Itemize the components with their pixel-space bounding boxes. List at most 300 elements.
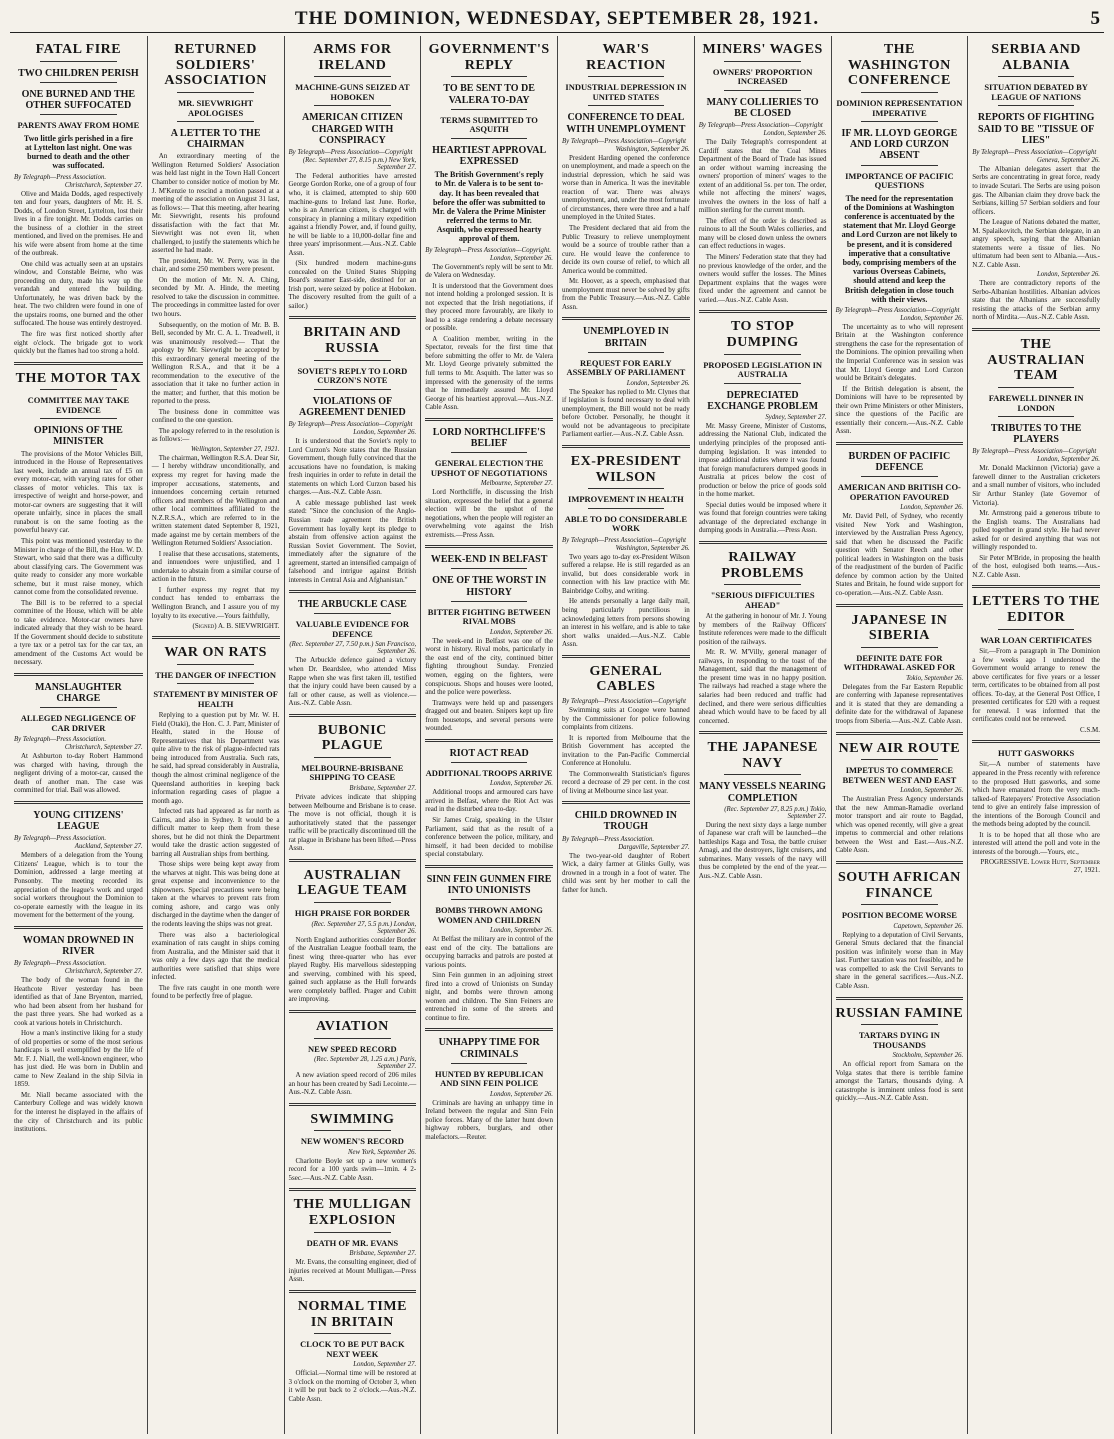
article-divider	[972, 328, 1100, 331]
dateline: London, September 26.	[900, 787, 964, 795]
subheadline: IMPETUS TO COMMERCE BETWEEN WEST AND EAST	[842, 765, 957, 785]
article-divider	[14, 926, 143, 929]
article-body	[14, 450, 143, 667]
headline: AVIATION	[316, 1018, 389, 1034]
head-rule	[724, 354, 801, 355]
wire-credit: By Telegraph—Press Association.	[14, 960, 107, 968]
headline: THE ARBUCKLE CASE	[297, 599, 407, 611]
paragraph: The Speaker has replied to Mr. Clynes that if legislation is found necessary to deal with unemployment, the Bill would not be ready before October. Personally, he thought it would not be advantageous to precipitate Parliament earlier.—Aus.-N.Z. Cable Assn.	[562, 387, 690, 439]
headline: MANSLAUGHTER CHARGE	[35, 681, 122, 705]
subheadline: DEFINITE DATE FOR WITHDRAWAL ASKED FOR	[843, 652, 956, 673]
paragraph: The two-year-old daughter of Robert Wick, a dairy farmer at Glinks Gully, was drowned in a trough in a foot of water. The child was sent by her mother to call the father for lunch.	[562, 851, 690, 894]
head-rule	[451, 452, 528, 453]
newspaper-columns	[10, 36, 1104, 1434]
wire-credit: By Telegraph—Press Association—Copyright	[288, 148, 413, 156]
paragraph: The apology referred to in the resolution is as follows:—	[151, 426, 280, 444]
article-body	[14, 190, 143, 356]
head-rule	[861, 647, 938, 648]
article-body	[289, 1071, 417, 1097]
headline: RUSSIAN FAMINE	[835, 1005, 964, 1021]
article-body	[836, 323, 964, 436]
paragraph: Criminals are having an unhappy time in Ireland between the regular and Sinn Fein police forces. Many of the latter hunt down highway robbers, burglars, and other malefactors.—Reuter.	[425, 1098, 553, 1141]
article-body	[425, 1099, 553, 1142]
article-divider	[836, 732, 964, 735]
dateline: London, September 26.	[489, 628, 553, 636]
head-rule	[861, 904, 938, 905]
column-8	[967, 36, 1104, 1434]
article-divider	[14, 673, 143, 676]
column-3	[284, 36, 421, 1434]
paragraph: Sinn Fein gunmen in an adjoining street fired into a crowd of Unionists on Sunday night, and bombs were thrown among women and children. The Sinn Feiners are entrenched in some of the streets and continue to fire.	[425, 971, 553, 1022]
dateline: (Rec. September 27, 7.50 p.m.) San Francisco, September 26.	[289, 641, 417, 656]
subheadline: PARENTS AWAY FROM HOME	[17, 120, 140, 131]
article-body	[972, 464, 1100, 579]
article-divider	[562, 655, 690, 658]
article	[14, 926, 143, 1134]
subheadline: DOMINION REPRESENTATION IMPERATIVE	[836, 98, 963, 118]
head-rule	[314, 389, 391, 390]
article-body	[562, 706, 690, 795]
paragraph: The provisions of the Motor Vehicles Bill, introduced in the House of Representatives last week, include an annual tax of £5 on every motor-car, with varying rates for other classes of motor vehicles. This tax is irrespective of weight and horse-power, and motor-car owners are suggesting that it will operate unfairly, since in places the small runabout is on the same footing as the powerful heavy car.	[14, 449, 143, 535]
article	[425, 42, 553, 412]
paragraph: Mr. Armstrong paid a generous tribute to the English teams. The Australians had pulled together in grand style. He had never asked for or desired anything that was not willingly responded to.	[972, 509, 1100, 552]
head-rule	[314, 1130, 391, 1131]
subheadline: REPORTS OF FIGHTING SAID TO BE "TISSUE OF LIES"	[977, 112, 1095, 146]
headline: JAPANESE IN SIBERIA	[851, 612, 948, 644]
article	[836, 861, 964, 991]
article-body	[836, 795, 964, 855]
head-rule	[314, 613, 391, 614]
article	[562, 317, 690, 439]
dateline: Dargaville, September 27.	[618, 843, 690, 851]
headline: LORD NORTHCLIFFE'S BELIEF	[432, 426, 546, 449]
head-rule	[724, 584, 801, 585]
article-body	[972, 760, 1100, 856]
paragraph: The Bill is to be referred to a special committee of the House, which will be able to take evidence. Motor-car owners have indicated already that they wish to be heard. If the Government should decide to substitute a tyre tax or a petrol tax for the car tax, an amendment of the Customs Act would be necessary.	[14, 598, 143, 667]
wire-credit: By Telegraph—Press Association.	[14, 736, 107, 744]
article-body	[289, 936, 417, 1004]
dateline: Auckland, September 27.	[74, 843, 143, 851]
article-divider	[425, 739, 553, 742]
article-divider	[699, 310, 827, 313]
article-divider	[562, 317, 690, 320]
subheadline: BOMBS THROWN AMONG WOMEN AND CHILDREN	[435, 905, 543, 925]
headline: TO STOP DUMPING	[726, 319, 799, 350]
article-divider	[836, 442, 964, 445]
article	[425, 865, 553, 1023]
paragraph: Olive and Maida Dodds, aged respectively ten and four years, daughters of Mr. H. S. Dodds, of London Street, Lyttelton, lost their lives in a fire tonight. Mr. Dodds carries on the business of a clothier in the street mentioned, and lived on the premises. He and his wife were absent from home at the time of the outbreak.	[14, 189, 143, 258]
newspaper-title: THE DOMINION, WEDNESDAY, SEPTEMBER 28, 1921.	[294, 8, 820, 29]
head-rule	[588, 488, 665, 489]
dateline: Christchurch, September 27.	[64, 744, 143, 752]
paragraph: The League of Nations debated the matter, M. Spalaikovitch, the Serbian delegate, in an angry speech, saying that the Albanian statements were a tissue of lies. No ultimatum had been sent to Albania.—Aus.-N.Z. Cable Assn.	[972, 218, 1100, 269]
paragraph: Swimming suits at Coogee were banned by the Commissioner for police following complaints from citizens.	[562, 705, 690, 732]
headline: FATAL FIRE	[35, 42, 122, 57]
paragraph: Official.—Normal time will be restored at 3 o'clock on the morning of October 3, when it will be put back to 2 o'clock.—Aus.-N.Z. Cable Assn.	[288, 1369, 417, 1403]
subheadline: TO BE SENT TO DE VALERA TO-DAY	[443, 83, 535, 106]
head-rule	[724, 774, 801, 775]
article-body	[972, 165, 1100, 269]
head-rule	[588, 105, 665, 106]
wire-credit: By Telegraph—Press Association—Copyright	[562, 536, 686, 544]
paragraph: North England authorities consider Border of the Australian League football team, the finest wing three-quarter who has ever played Rugby. His marvellous sidestepping and swerving, combined with his speed, gained such applause as the Hull forwards were completely baffled. Prager and Cubitt are improving.	[288, 935, 417, 1004]
headline: UNHAPPY TIME FOR CRIMINALS	[438, 1037, 540, 1060]
article-body	[972, 279, 1100, 322]
head-rule	[40, 114, 117, 115]
paragraph: An official report from Samara on the Volga states that there is terrible famine amongst the Tartars, thousands dying. A catastrophe is imminent unless food is sent quickly.—Aus.-N.Z. Cable Assn.	[835, 1060, 964, 1103]
article-divider	[836, 861, 964, 864]
dateline: Christchurch, September 27.	[64, 181, 143, 189]
paragraph: At Ashburton to-day Robert Hammond was charged with having, through the negligent driving of a motor-car, caused the death of another man. The case was committed for trial. Bail was allowed.	[14, 752, 143, 795]
head-rule	[861, 121, 938, 122]
paragraph: The Daily Telegraph's correspondent at Cardiff states that the Coal Mines Department of the Board of Trade has issued an order without warning increasing the owners' proportion of miners' wages to the extent of an additional 5s. per ton. The order, while not affecting the miners' wages, involves the owners in the loss of half a million sterling for the current month.	[698, 138, 827, 215]
headline: THE AUSTRALIAN TEAM	[987, 336, 1085, 384]
article-divider	[699, 541, 827, 544]
subheadline: THE DANGER OF INFECTION	[155, 669, 277, 680]
column-5	[557, 36, 694, 1434]
headline: ARMS FOR IRELAND	[313, 42, 392, 73]
dateline: London, September 26.	[489, 927, 553, 935]
masthead	[10, 6, 1104, 33]
head-rule	[451, 601, 528, 602]
head-rule	[40, 707, 117, 708]
article	[289, 316, 417, 584]
paragraph: Special duties would be imposed where it was found that foreign countries were taking advantage of the depreciated exchange in dumping goods in Australia.—Press Assn.	[698, 500, 827, 535]
subheadline: COMMITTEE MAY TAKE EVIDENCE	[27, 395, 130, 415]
headline: THE MOTOR TAX	[15, 370, 142, 386]
dateline: (Rec. September 27, 8.15 p.m.) New York, September 27.	[302, 156, 417, 171]
dateline: Brisbane, September 27.	[349, 1250, 417, 1258]
paragraph: The Commonwealth Statistician's figures record a decrease of 29 per cent. in the cost of living at Melbourne since last year.	[562, 769, 690, 795]
paragraph: Sir Peter M'Bride, in proposing the health of the host, eulogised both teams.—Aus.-N.Z. Cable Assn.	[972, 553, 1100, 579]
article-divider	[289, 859, 417, 862]
paragraph: President Harding opened the conference on unemployment, and made a speech on the industrial depression, which he said was worse than in America. It was the inevitable reaction of war. There was always unemployment, and, under the most fortunate of circumstances, there were three and a half unemployed in the United States.	[562, 153, 690, 222]
head-rule	[451, 568, 528, 569]
article-divider	[289, 590, 417, 593]
head-rule	[314, 757, 391, 758]
dateline: London, September 26.	[1036, 456, 1100, 464]
subheadline: MANY VESSELS NEARING COMPLETION	[699, 781, 826, 804]
subheadline: ADDITIONAL TROOPS ARRIVE	[425, 767, 553, 778]
headline: SWIMMING	[310, 1111, 395, 1127]
wire-credit: By Telegraph—Press Association—Copyright.	[425, 246, 551, 254]
headline: BURDEN OF PACIFIC DEFENCE	[848, 450, 951, 473]
article-body	[152, 152, 280, 444]
article-body	[562, 154, 690, 312]
article-body	[14, 976, 143, 1134]
paragraph: Replying to a deputation of Civil Servants, General Smuts declared that the financial position was infinitely worse than in May last. Further taxation was not feasible, and he was compelled to ask the Civil Servants to share in the general sacrifices.—Aus.-N.Z. Cable Assn.	[835, 930, 964, 991]
dateline: Washington, September 26.	[615, 544, 690, 552]
dateline: Brisbane, September 27.	[349, 785, 417, 792]
article-divider	[425, 865, 553, 868]
head-rule	[314, 1333, 391, 1334]
head-rule	[588, 76, 665, 77]
paragraph: The Miners' Federation state that they had no previous knowledge of the order, and the owners would suffer the losses. The Mines Department explains that the wages were fixed under the agreement and cannot be varied.—Aus.-N.Z. Cable Assn.	[698, 252, 827, 304]
paragraph: It is understood that the Soviet's reply to Lord Curzon's Note states that the Russian Government, though fully convinced that the accusations have no foundation, is making fresh inquiries in order to refute in detail the statements on which Lord Curzon based his charges.—Aus.-N.Z. Cable Assn.	[288, 437, 417, 497]
head-rule	[314, 360, 391, 361]
subheadline: TARTARS DYING IN THOUSANDS	[858, 1030, 940, 1050]
page-number: 5	[1090, 8, 1100, 29]
dateline: London, September 26.	[1036, 271, 1100, 279]
paragraph: Mr. Hoover, as a speech, emphasised that unemployment must never be solved by gifts from the Public Treasury.—Aus.-N.Z. Cable Assn.	[562, 277, 690, 311]
paragraph: This point was mentioned yesterday to the Minister in charge of the Bill, the Hon. W. D. Stewart, who said that there was a difficulty about classifying cars. The Government was quite ready to consider any more workable scheme, but it must raise money, which cannot come from the consolidated revenue.	[14, 536, 143, 597]
paragraph: The Arbuckle defence gained a victory when Dr. Beardslee, who attended Miss Rappe when she was first taken ill, testified that the injury could have been caused by a fall or other cause, as well as violence.—Aus.-N.Z. Cable Assn.	[288, 656, 417, 708]
paragraph: The week-end in Belfast was one of the worst in history. Rival mobs, particularly in the east end of the city, continued bitter fighting throughout Sunday. Frenzied women, egging on the fighters, were conspicuous. Shops and houses were looted, and the police were powerless.	[425, 636, 553, 697]
headline: UNEMPLOYED IN BRITAIN	[582, 326, 669, 349]
article	[836, 42, 964, 436]
dateline: Capetown, September 26.	[893, 922, 964, 930]
lead-paragraph: The British Government's reply to Mr. de Valera is to be sent to-day. It has been revealed that before the offer was submitted to Mr. de Valera the Prime Minister referred the terms to Mr. Asquith, who expressed hearty approval of them.	[432, 170, 546, 244]
wire-credit: By Telegraph—Press Association.	[562, 835, 655, 843]
head-rule	[40, 418, 117, 419]
article-divider	[425, 1028, 553, 1031]
article	[562, 42, 690, 311]
subheadline: NEW WOMEN'S RECORD	[300, 1136, 404, 1147]
subheadline: OWNERS' PROPORTION INCREASED	[712, 66, 813, 87]
signature: C.S.M.	[1079, 725, 1100, 734]
subheadline: REQUEST FOR EARLY ASSEMBLY OF PARLIAMENT	[566, 357, 686, 378]
headline: SERBIA AND ALBANIA	[991, 42, 1081, 73]
article	[699, 541, 827, 725]
article-body	[14, 752, 143, 795]
dateline: London, September 26.	[489, 780, 553, 788]
article	[289, 1103, 417, 1183]
article-divider	[289, 316, 417, 319]
headline: CHILD DROWNED IN TROUGH	[574, 810, 677, 833]
article	[152, 446, 280, 630]
head-rule	[998, 387, 1075, 388]
head-rule	[588, 508, 665, 509]
headline: YOUNG CITIZENS' LEAGUE	[33, 810, 124, 833]
article-body	[562, 388, 690, 439]
head-rule	[724, 383, 801, 384]
article	[972, 328, 1100, 579]
paragraph: A cable message published last week stated: "Since the conclusion of the Anglo-Russian trade agreement the British Government has loyally kept its pledge to abstain from offensive action against the Russian Soviet Government. The Soviet, immediately after the signature of the agreement, started an intensified campaign of falsehood and intrigue against British interests in Central Asia and Afghanistan."	[288, 498, 417, 584]
article-body	[14, 851, 143, 919]
dateline: London, September 27.	[353, 1361, 417, 1369]
article-divider	[14, 362, 143, 365]
headline: EX-PRESIDENT WILSON	[570, 453, 681, 485]
article-divider	[836, 997, 964, 1000]
head-rule	[588, 352, 665, 353]
wire-credit: By Telegraph—Press Association—Copyright	[972, 448, 1097, 456]
paragraph: Those ships were being kept away from the wharves at night. This was being done at great expense and inconvenience to the shipowners. Special precautions were being taken at the wharves to prevent rats from coming ashore, and cargo was only discharged in the daytime when the danger of the rodents leaving the ships was not great.	[151, 860, 280, 929]
headline: GENERAL CABLES	[589, 663, 663, 695]
head-rule	[314, 902, 391, 903]
paragraph: Delegates from the Far Eastern Republic are conferring with Japanese representatives and it is stated that they are demanding a definite date for the withdrawal of Japanese troops from Siberia.—Aus.-N.Z. Cable Assn.	[835, 682, 964, 726]
article	[14, 673, 143, 795]
article	[289, 1188, 417, 1283]
article-divider	[972, 740, 1100, 743]
signature: (Signed) A. B. SIEVWRIGHT.	[192, 622, 280, 631]
subheadline: MANY COLLIERIES TO BE CLOSED	[706, 96, 819, 119]
paragraph: I further express my regret that my conduct has tended to embarrass the Wellington Branch, and I assure you of my loyalty to its executive.—Yours faithfully,	[151, 585, 280, 620]
article	[152, 42, 280, 444]
paragraph: Charlotte Boyle set up a new women's record for a 100 yards swim—1min. 4 2-5sec.—Aus.-N.Z. Cable Assn.	[288, 1156, 417, 1182]
article	[699, 731, 827, 880]
dateline: London, September 26.	[489, 1090, 553, 1098]
wire-credit: By Telegraph—Press Association.	[14, 835, 107, 843]
headline: RETURNED SOLDIERS' ASSOCIATION	[164, 42, 267, 89]
article-divider	[562, 801, 690, 804]
paragraph: Mr. Niall became associated with the Canterbury College and was widely known for the interest he displayed in the affairs of the city of Christchurch and its public institutions.	[14, 1090, 143, 1134]
wire-credit: By Telegraph—Press Association—Copyright	[698, 122, 823, 130]
article-divider	[699, 731, 827, 734]
article-body	[699, 138, 827, 304]
paragraph: Private advices indicate that shipping between Melbourne and Brisbane is to cease. The move is not official, though it is authoritatively stated that the passenger traffic will be practically discontinued till the rat plague in Brisbane has been lifted.—Press Assn.	[288, 793, 417, 853]
subheadline: TRIBUTES TO THE PLAYERS	[990, 423, 1082, 446]
paragraph: The body of the woman found in the Heathcote River yesterday has been identified as that of Jane Bryenton, married, who had been absent from her husband for the past three years. She had worked as a cook at various hotels in Christchurch.	[14, 976, 143, 1027]
article	[836, 604, 964, 726]
headline: WAR ON RATS	[164, 645, 267, 661]
dateline: Wellington, September 27, 1921.	[191, 445, 280, 453]
article	[14, 42, 143, 356]
paragraph: Mr. Donald Mackinnon (Victoria) gave a farewell dinner to the Australian cricketers and a small number of visitors, who included Sir Arthur Stanley (late Governor of Victoria).	[972, 464, 1100, 507]
article	[14, 362, 143, 667]
dateline: London, September 26.	[763, 130, 827, 138]
paragraph: During the next sixty days a large number of Japanese war craft will be launched—the battleships Kaga and Tosa, the battle cruiser Amagi, and the destroyers, light cruisers, and submarines. Many vessels of the navy will thus be completed by the end of the year.—Aus.-N.Z. Cable Assn.	[698, 820, 827, 881]
paragraph: A new aviation speed record of 206 miles an hour has been created by Sadi Lecointe.—Aus.-N.Z. Cable Assn.	[288, 1071, 417, 1097]
paragraph: One child was actually seen at an upstairs window, and Constable Beirne, who was proceeding on duty, made his way up the verandah and entered the building. Unfortunately, he was driven back by the heat. The two children were found in one of the upstairs rooms, one burned and the other suffocated. The house was entirely destroyed.	[14, 259, 143, 328]
head-rule	[724, 61, 801, 62]
article-body	[836, 931, 964, 991]
paragraph: The president, Mr. W. Perry, was in the chair, and some 250 members were present.	[151, 256, 280, 274]
head-rule	[451, 762, 528, 763]
subheadline: TWO CHILDREN PERISH	[18, 67, 139, 79]
article-divider	[152, 636, 280, 639]
paragraph: The Australian Press Agency understands that the new Amman-Ramadie overland motor transport and air route to Bagdad, which was opened recently, will give a great impetus to commercial and other relations between the West and East.—Aus.-N.Z. Cable Assn.	[835, 795, 964, 855]
dateline: (Rec. September 27, 5.5 p.m.) London, September 26.	[311, 920, 417, 935]
paragraph: It is reported from Melbourne that the British Government has accepted the invitation to the Pan-Pacific Commercial Conference at Honolulu.	[562, 733, 690, 768]
article	[425, 1028, 553, 1141]
paragraph: If the British delegation is absent, the Dominions will have to be represented by their own Prime Ministers or other Ministers, since the questions of the Pacific are essentially their concern.—Aus.-N.Z. Cable Assn.	[835, 384, 964, 436]
article	[562, 801, 690, 894]
head-rule	[861, 476, 938, 477]
article-body	[289, 172, 417, 311]
paragraph: The fire was first noticed shortly after eight o'clock. The brigade got to work quickly but the flames had too strong a hold.	[14, 330, 143, 356]
article-divider	[972, 585, 1100, 588]
article-body	[289, 1369, 417, 1403]
article-divider	[836, 604, 964, 607]
headline: NORMAL TIME IN BRITAIN	[297, 1298, 407, 1330]
article-divider	[289, 1188, 417, 1191]
head-rule	[451, 138, 528, 139]
dateline: Stockholm, September 26.	[892, 1052, 964, 1060]
article-body	[836, 683, 964, 726]
subheadline: BITTER FIGHTING BETWEEN RIVAL MOBS	[427, 606, 551, 627]
subheadline: CLOCK TO BE PUT BACK NEXT WEEK	[300, 1339, 405, 1359]
head-rule	[861, 92, 938, 93]
dateline: Sydney, September 27.	[765, 413, 827, 421]
article	[836, 732, 964, 855]
subheadline: STATEMENT BY MINISTER OF HEALTH	[153, 689, 278, 709]
lead-paragraph: Two little girls perished in a fire at Lyttelton last night. One was burned to death and the other was suffocated.	[23, 133, 133, 171]
headline: WAR'S REACTION	[586, 42, 666, 73]
head-rule	[998, 105, 1075, 106]
headline: THE MULLIGAN EXPLOSION	[293, 1197, 412, 1229]
headline: SINN FEIN GUNMEN FIRE INTO UNIONISTS	[426, 873, 552, 896]
column-4	[420, 36, 557, 1434]
wire-credit: By Telegraph—Press Association—Copyright	[288, 421, 413, 429]
paragraph: At the gathering in honour of Mr. J. Young by members of the Railway Officers' Institute references were made to the difficult position of the railways.	[698, 612, 827, 646]
paragraph: The chairman, Wellington R.S.A. Dear Sir,— I hereby withdraw unconditionally, and express my regret for having made the improper accusations, statements, and innuendoes concerning certain returned officers and members of the Wellington and other local committees affiliated to the N.Z.R.S.A., which are referred to in the written statement dated September 8, 1921, made against me by certain members of the Wellington Returned Soldiers' Association.	[151, 453, 280, 548]
lead-paragraph: The need for the representation of the Dominions at Washington conference is accentuated by the statement that Mr. Lloyd George and Lord Curzon are not likely to be present, and it is considered imperative that a consultative body, comprising members of the various Overseas Cabinets, should attend and keep the British delegation in close touch with their views.	[841, 193, 958, 304]
article-body	[152, 711, 280, 1001]
article	[562, 655, 690, 796]
article-divider	[562, 445, 690, 448]
article-body	[836, 1060, 964, 1103]
paragraph: Mr. Massy Greene, Minister of Customs, addressing the National Club, indicated the underlying principles of the proposed anti-dumping legislation. It was intended to impose additional duties where it was found that foreign manufacturers dumped goods in Australia at prices below the cost of production or below the price of goods sold in the home market.	[698, 421, 827, 499]
paragraph: Lord Northcliffe, in discussing the Irish situation, expressed the belief that a general election will be the upshot of the negotiations, when the people will register an overwhelming vote against the Irish extremists.—Press Assn.	[425, 488, 553, 539]
paragraph: The Federal authorities have arrested George Gordon Rorke, one of a group of four who, it is claimed, attempted to ship 600 machine-guns to Ireland last June. Rorke, who is an American citizen, is charged with conspiracy in planning a military expedition against a friendly Power, and, if found guilty, he will be liable to a 10,000-dollar fine and three years' imprisonment.—Aus.-N.Z. Cable Assn.	[288, 171, 417, 257]
subheadline: GENERAL ELECTION THE UPSHOT OF NEGOTIATIONS	[430, 458, 548, 478]
paragraph: The President declared that aid from the Public Treasury to relieve unemployment would be a source of trouble rather than a cure. He would leave the conference to decide its own course of relief, to which all America would be committed.	[562, 224, 690, 275]
head-rule	[998, 629, 1075, 630]
paragraph: Replying to a question put by Mr. W. H. Field (Otaki), the Hon. C. J. Parr, Minister of Health, stated in the House of Representatives that his Department was quite alive to the risk of plague-infected rats being introduced from Australia. Such rats, he said, had spread considerably in Australia, though the almost criminal negligence of the Queensland authorities in keeping back information regarding cases of plague a month ago.	[151, 711, 280, 805]
wire-credit: By Telegraph—Press Association.	[14, 173, 107, 181]
article	[699, 310, 827, 535]
head-rule	[177, 683, 254, 684]
head-rule	[861, 759, 938, 760]
subheadline: IF MR. LLOYD GEORGE AND LORD CURZON ABSENT	[841, 128, 958, 162]
article	[289, 42, 417, 310]
subheadline: VALUABLE EVIDENCE FOR DEFENCE	[295, 619, 409, 639]
subheadline: ONE OF THE WORST IN HISTORY	[432, 575, 547, 598]
wire-credit: By Telegraph—Press Association—Copyright	[562, 137, 686, 145]
article	[425, 739, 553, 859]
dateline: London, September 26.	[626, 379, 690, 387]
article	[562, 445, 690, 649]
article	[836, 997, 964, 1103]
article	[972, 740, 1100, 874]
paragraph: I realise that these accusations, statements, and innuendoes were unjustified, and I undertake to abstain from a similar course of action in the future.	[151, 549, 280, 584]
paragraph: There was also a bacteriological examination of rats caught in ships coming from Australia, and the Minister said that it was only a few days ago that the medical authorities were satisfied that ships were infected.	[151, 930, 280, 982]
head-rule	[998, 76, 1075, 77]
paragraph: Tramways were held up and passengers dragged out and beaten. Snipers kept up fire from housetops, and several persons were wounded.	[425, 698, 553, 733]
subheadline: DEPRECIATED EXCHANGE PROBLEM	[707, 389, 819, 412]
paragraph: (Six hundred modern machine-guns concealed on the United States Shipping Board's steamer East-side, destined for an Irish port, were seized by police at Hoboken. The discovery resulted from the guilt of a sailor.)	[288, 259, 417, 310]
subheadline: CONFERENCE TO DEAL WITH UNEMPLOYMENT	[566, 112, 686, 135]
subheadline: IMPROVEMENT IN HEALTH	[568, 494, 684, 505]
head-rule	[861, 165, 938, 166]
paragraph: Two years ago to-day ex-President Wilson suffered a relapse. He is still regarded as an invalid, but does considerable work in connection with his law practice with Mr. Bainbridge Colby, and writing.	[562, 552, 690, 595]
article-body	[425, 935, 553, 1022]
article-body	[289, 656, 417, 707]
dateline: Washington, September 26.	[615, 145, 690, 153]
subheadline: FAREWELL DINNER IN LONDON	[988, 392, 1084, 413]
article-body	[425, 488, 553, 539]
subheadline: PROPOSED LEGISLATION IN AUSTRALIA	[703, 359, 823, 380]
column-2	[147, 36, 284, 1434]
column-1	[10, 36, 147, 1434]
paragraph: It is to be hoped that all those who are interested will attend the poll and vote in the interests of the borough.—Yours, etc.,	[972, 830, 1100, 856]
subheadline: MELBOURNE-BRISBANE SHIPPING TO CEASE	[301, 762, 404, 783]
dateline: New York, September 26.	[347, 1148, 417, 1156]
paragraph: An extraordinary meeting of the Wellington Returned Soldiers' Association was held last night in the Town Hall Concert Chamber to consider notice of motion by Mr. J. M'Kenzie to rescind a motion passed at a meeting of the association on August 31 last, as follows:— That this meeting, after hearing Mr. Sievwright, resents his profound dissatisfaction with the fact that Mr. Sievwright was not even lit, when challenged, to justify the statements which he asserted he had made.	[151, 152, 280, 255]
subheadline: ONE BURNED AND THE OTHER SUFFOCATED	[21, 88, 136, 112]
subheadline: MR. SIEVWRIGHT APOLOGISES	[178, 98, 254, 118]
head-rule	[451, 1063, 528, 1064]
signature: PROGRESSIVE. Lower Hutt, September 27, 1921.	[980, 858, 1100, 875]
subheadline: HEARTIEST APPROVAL EXPRESSED	[432, 144, 547, 167]
dateline: London, September 26.	[900, 314, 964, 322]
article-body	[289, 437, 417, 584]
headline: WOMAN DROWNED IN RIVER	[22, 934, 134, 957]
article-body	[152, 454, 280, 620]
paragraph: Infected rats had appeared as far north as Cairns, and also in Sydney. It would be a difficult matter to keep them from these shores, but he did not think the Department would take the drastic action suggested of barring all Australian ships from berthing.	[151, 807, 280, 858]
article	[289, 1290, 417, 1404]
paragraph: Additional troops and armoured cars have arrived in Belfast, where the Riot Act was read in the disturbed area to-day.	[425, 788, 553, 814]
